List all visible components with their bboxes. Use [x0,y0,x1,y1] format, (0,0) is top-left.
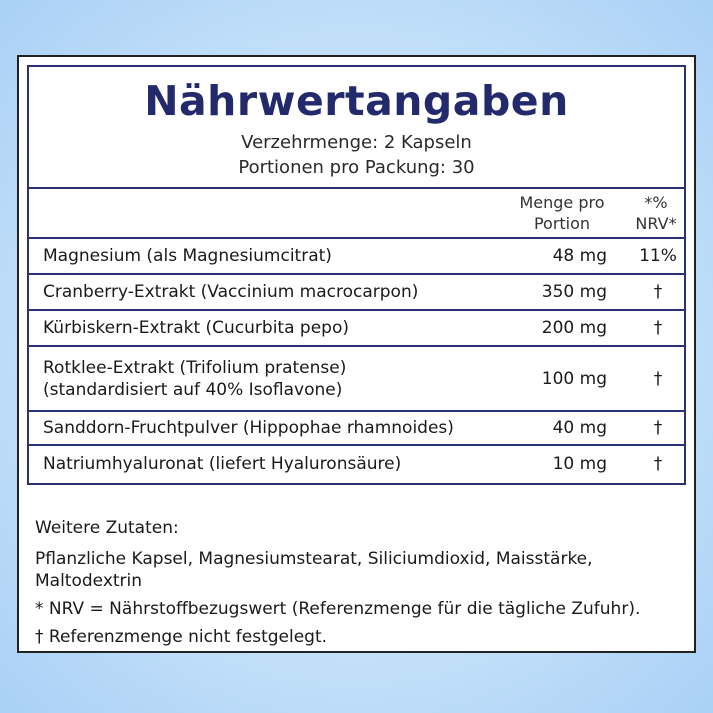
other-ingredients-heading: Weitere Zutaten: [35,518,179,538]
label-footer [35,517,684,648]
column-headers [29,189,684,239]
amount-header-line2: Portion [533,214,591,233]
ingredient-nrv: † [653,318,663,338]
ingredient-amount: 100 mg [541,368,607,389]
table-row [29,311,684,347]
table-row [29,446,684,481]
ingredient-name: Natriumhyaluronat (liefert Hyaluronsäure) [43,453,402,474]
table-row [29,347,684,412]
ingredient-nrv: † [653,453,663,474]
nrv-header-line1: *% [644,193,668,212]
nrv-column-header [625,192,687,234]
nutrition-table [27,65,686,485]
ingredient-amount: 10 mg [552,453,607,474]
ingredient-nrv: † [653,418,663,438]
nrv-header-line2: NRV* [635,214,677,233]
ingredient-nrv: † [653,368,663,389]
label-title: Nährwertangaben [144,77,569,125]
ingredient-amount: 200 mg [541,318,607,338]
ingredient-name: Sanddorn-Fruchtpulver (Hippophae rhamnoides) [43,418,454,438]
ingredient-name: Rotklee-Extrakt (Trifolium pratense) [43,357,347,378]
ingredient-amount: 40 mg [552,418,607,438]
table-row [29,412,684,446]
dagger-footnote: † Referenzmenge nicht festgelegt. [35,627,328,647]
ingredient-name: Cranberry-Extrakt (Vaccinium macrocarpon) [43,282,419,302]
ingredient-name-block [43,357,346,401]
serving-size: Verzehrmenge: 2 Kapseln [241,132,472,153]
table-row [29,239,684,275]
ingredient-name-detail: (standardisiert auf 40% Isoflavone) [43,379,343,400]
amount-column-header [507,192,617,234]
other-ingredients-text: Pflanzliche Kapsel, Magnesiumstearat, Siliciumdioxid, Maisstärke, Maltodextrin [35,549,593,591]
ingredient-amount: 350 mg [541,282,607,302]
table-row [29,275,684,311]
nrv-footnote: * NRV = Nährstoffbezugswert (Referenzmenge für die tägliche Zufuhr). [35,599,641,619]
ingredient-name: Kürbiskern-Extrakt (Cucurbita pepo) [43,318,349,338]
ingredient-name: Magnesium (als Magnesiumcitrat) [43,246,332,266]
amount-header-line1: Menge pro [519,193,605,212]
ingredient-nrv: 11% [639,246,677,266]
nutrition-label [17,55,696,653]
ingredient-nrv: † [653,282,663,302]
ingredient-amount: 48 mg [552,246,607,266]
label-header [29,67,684,189]
servings-per-pack: Portionen pro Packung: 30 [238,157,475,178]
